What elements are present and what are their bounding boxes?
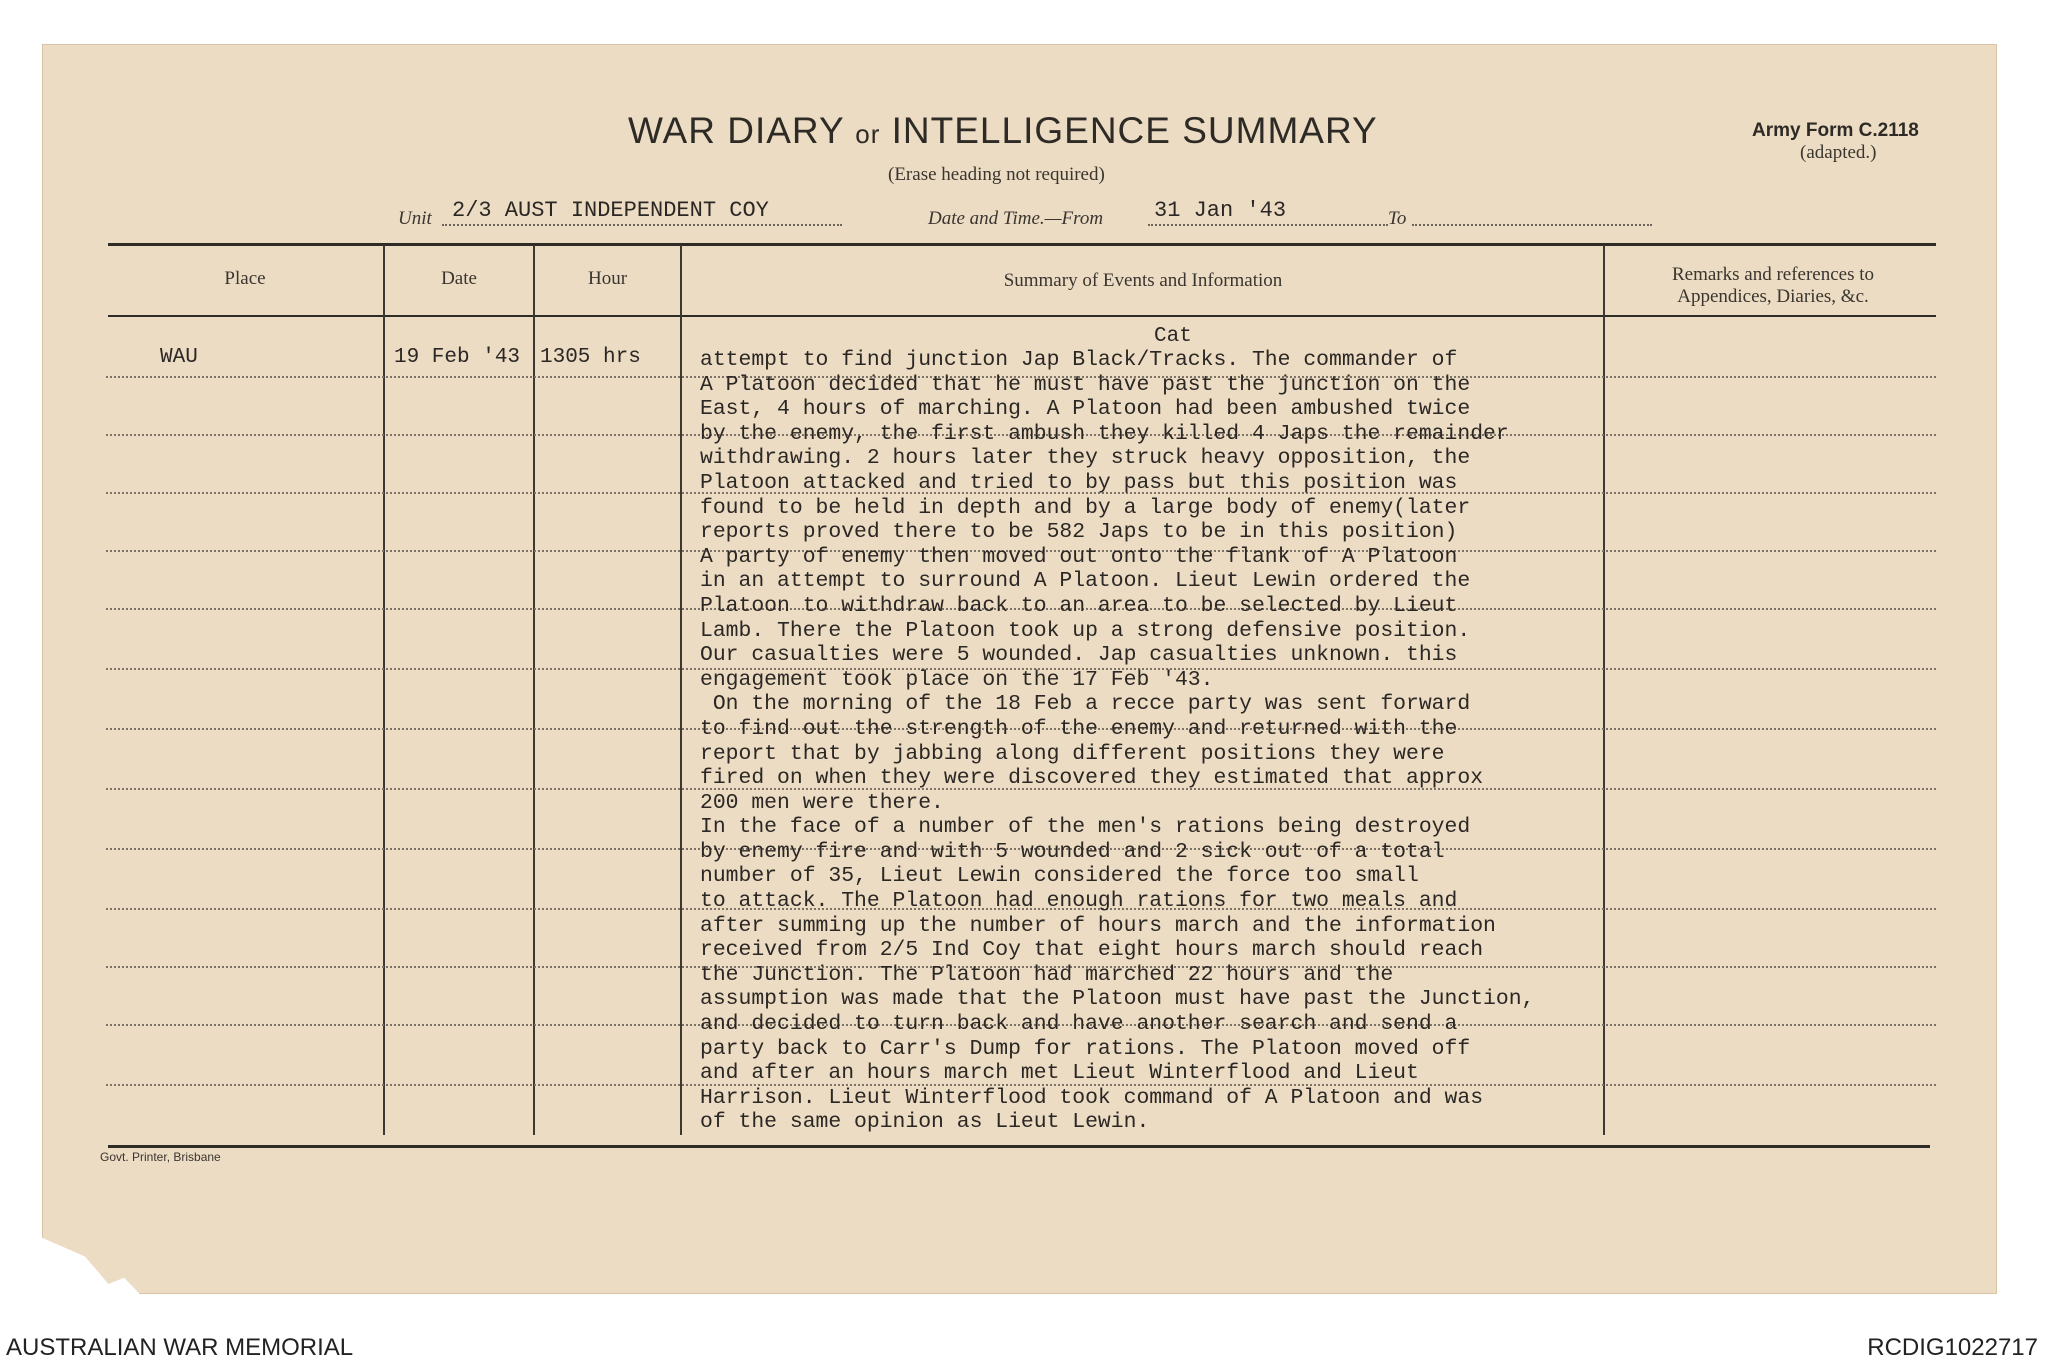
unit-dotted-line	[442, 224, 842, 226]
entry-place: WAU	[160, 346, 198, 369]
header-remarks: Remarks and references to Appendices, Diaries, &c.	[1671, 264, 1875, 307]
summary-line: fired on when they were discovered they estimated that approx	[700, 766, 1484, 791]
summary-line: to find out the strength of the enemy and returned with the	[700, 716, 1458, 741]
printer-imprint: Govt. Printer, Brisbane	[100, 1150, 221, 1164]
date-dotted-line	[1148, 224, 1388, 226]
summary-line: report that by jabbing along different positions they were	[700, 741, 1445, 766]
date-from-label: Date and Time.—From	[928, 208, 1104, 229]
title-intelligence-summary: INTELLIGENCE SUMMARY	[891, 110, 1378, 151]
erase-heading-note: (Erase heading not required)	[888, 164, 1105, 185]
entry-hour: 1305 hrs	[540, 346, 641, 369]
summary-line: received from 2/5 Ind Coy that eight hours march should reach	[700, 938, 1484, 963]
footer-archive-name: AUSTRALIAN WAR MEMORIAL	[6, 1334, 354, 1361]
summary-line: of the same opinion as Lieut Lewin.	[700, 1110, 1150, 1135]
column-divider-hour	[680, 245, 682, 1135]
to-dotted-line	[1412, 224, 1652, 226]
summary-line: by the enemy, the first ambush they killed 4 Japs the remainder	[700, 421, 1509, 446]
summary-line: On the morning of the 18 Feb a recce party was sent forward	[700, 692, 1471, 717]
summary-line: assumption was made that the Platoon must have past the Junction,	[700, 987, 1535, 1012]
summary-line: in an attempt to surround A Platoon. Lieut Lewin ordered the	[700, 569, 1471, 594]
summary-line: after summing up the number of hours march and the information	[700, 913, 1496, 938]
form-title	[628, 110, 1428, 152]
summary-line: by enemy fire and with 5 wounded and 2 sick out of a total	[700, 839, 1445, 864]
army-form-adapted: (adapted.)	[1800, 142, 1877, 163]
header-date: Date	[441, 268, 477, 289]
column-divider-date	[533, 245, 535, 1135]
summary-line: Our casualties were 5 wounded. Jap casualties unknown. this	[700, 643, 1458, 668]
summary-line: and after an hours march met Lieut Winterflood and Lieut	[700, 1061, 1419, 1086]
column-divider-place	[383, 245, 385, 1135]
summary-line: In the face of a number of the men's rations being destroyed	[700, 815, 1471, 840]
date-to-label: To	[1388, 208, 1407, 229]
date-from-value: 31 Jan '43	[1154, 198, 1287, 223]
entry-date: 19 Feb '43	[394, 346, 521, 369]
unit-label: Unit	[398, 208, 432, 229]
title-war-diary: WAR DIARY	[628, 110, 844, 151]
summary-line: withdrawing. 2 hours later they struck heavy opposition, the	[700, 446, 1471, 471]
header-hour: Hour	[587, 268, 628, 289]
footer-record-id: RCDIG1022717	[1867, 1334, 2038, 1361]
summary-line: to attack. The Platoon had enough rations for two meals and	[700, 889, 1458, 914]
unit-value: 2/3 AUST INDEPENDENT COY	[452, 198, 769, 223]
header-place: Place	[224, 268, 266, 289]
summary-line: Lamb. There the Platoon took up a strong defensive position.	[700, 618, 1471, 643]
summary-line: attempt to find junction Jap Black/Tracks. The commander of	[700, 348, 1458, 372]
summary-line: Platoon to withdraw back to an area to be selected by Lieut	[700, 593, 1458, 618]
summary-line: and decided to turn back and have another search and send a	[700, 1012, 1458, 1037]
title-or: or	[855, 119, 881, 149]
summary-line: number of 35, Lieut Lewin considered the force too small	[700, 864, 1419, 889]
summary-line: A Platoon decided that he must have past the junction on the	[700, 372, 1471, 397]
summary-line: Platoon attacked and tried to by pass but this position was	[700, 470, 1458, 495]
summary-line: reports proved there to be 582 Japs to be in this position)	[700, 520, 1458, 545]
entry-insertion-mark: Cat	[1154, 325, 1192, 348]
army-form-number: Army Form C.2118	[1752, 120, 1919, 141]
summary-line: 200 men were there.	[700, 790, 944, 815]
entry-summary-text	[700, 348, 1630, 1135]
summary-line: engagement took place on the 17 Feb '43.	[700, 667, 1214, 692]
summary-line: the Junction. The Platoon had marched 22 hours and the	[700, 962, 1394, 987]
summary-line: A party of enemy then moved out onto the flank of A Platoon	[700, 544, 1458, 569]
summary-line: found to be held in depth and by a large body of enemy(later	[700, 495, 1471, 520]
summary-line: Harrison. Lieut Winterflood took command of A Platoon and was	[700, 1085, 1484, 1110]
summary-line: party back to Carr's Dump for rations. The Platoon moved off	[700, 1036, 1471, 1061]
summary-line: East, 4 hours of marching. A Platoon had been ambushed twice	[700, 397, 1471, 422]
table-bottom-rule	[108, 1145, 1930, 1148]
header-summary: Summary of Events and Information	[1003, 270, 1283, 291]
